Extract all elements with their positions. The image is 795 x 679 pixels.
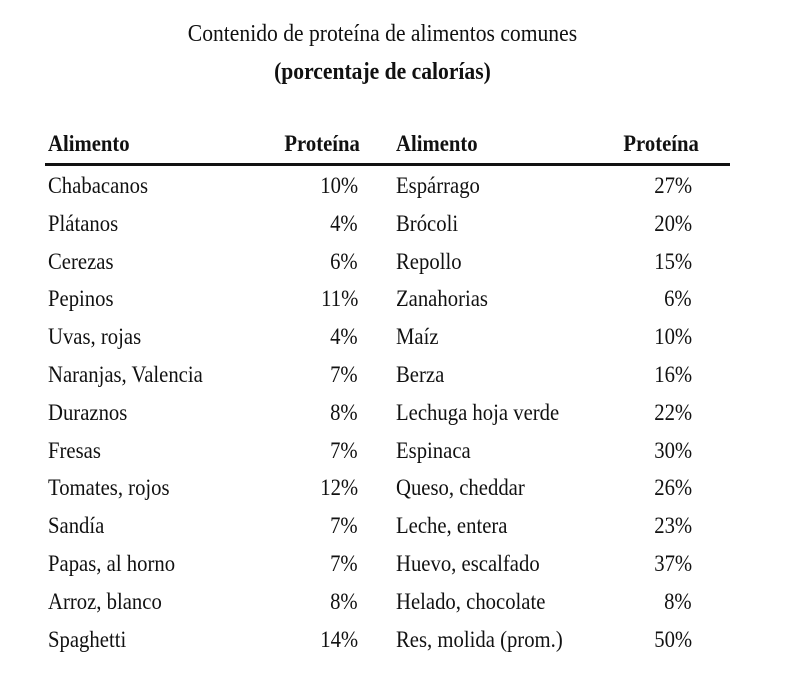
food-name-left: Uvas, rojas (48, 324, 142, 349)
page-title: Contenido de proteína de alimentos comunes (187, 21, 578, 47)
food-name-left: Fresas (48, 438, 101, 463)
protein-value-left: 7% (330, 362, 358, 387)
food-name-right: Zanahorias (396, 286, 488, 311)
food-name-right: Maíz (396, 324, 439, 349)
food-name-left: Papas, al horno (48, 551, 176, 576)
protein-value-right: 8% (664, 589, 692, 614)
food-name-right: Helado, chocolate (396, 589, 546, 614)
protein-value-right: 23% (654, 513, 692, 538)
protein-value-left: 7% (330, 438, 358, 463)
protein-value-right: 22% (654, 400, 692, 425)
food-name-left: Pepinos (48, 286, 114, 311)
header-protein-right: Proteína (623, 131, 699, 156)
food-name-left: Arroz, blanco (48, 589, 162, 614)
food-name-left: Naranjas, Valencia (48, 362, 203, 387)
header-protein-left: Proteína (284, 131, 360, 156)
food-name-right: Espárrago (396, 173, 480, 198)
protein-value-left: 8% (330, 400, 358, 425)
food-name-right: Res, molida (prom.) (396, 627, 563, 652)
food-name-right: Lechuga hoja verde (396, 400, 560, 425)
page-subtitle: (porcentaje de calorías) (274, 59, 491, 85)
food-name-left: Sandía (48, 513, 105, 538)
header-divider (45, 163, 730, 166)
protein-value-right: 50% (654, 627, 692, 652)
protein-value-right: 37% (654, 551, 692, 576)
food-name-left: Spaghetti (48, 627, 127, 652)
protein-value-left: 10% (320, 173, 358, 198)
food-name-right: Brócoli (396, 211, 459, 236)
protein-value-left: 7% (330, 551, 358, 576)
protein-value-right: 30% (654, 438, 692, 463)
protein-value-right: 16% (654, 362, 692, 387)
header-food-right: Alimento (396, 131, 478, 156)
protein-value-left: 14% (320, 627, 358, 652)
food-name-left: Cerezas (48, 249, 114, 274)
food-name-left: Duraznos (48, 400, 128, 425)
food-name-right: Espinaca (396, 438, 471, 463)
protein-value-right: 27% (654, 173, 692, 198)
header-food-left: Alimento (48, 131, 130, 156)
protein-value-left: 12% (320, 475, 358, 500)
food-name-right: Berza (396, 362, 445, 387)
protein-value-left: 4% (330, 324, 358, 349)
protein-value-left: 4% (330, 211, 358, 236)
food-name-left: Chabacanos (48, 173, 149, 198)
protein-value-left: 8% (330, 589, 358, 614)
protein-value-right: 20% (654, 211, 692, 236)
food-name-left: Plátanos (48, 211, 119, 236)
food-name-left: Tomates, rojos (48, 475, 170, 500)
food-name-right: Queso, cheddar (396, 475, 525, 500)
protein-value-left: 11% (320, 286, 358, 311)
protein-value-right: 10% (654, 324, 692, 349)
protein-value-right: 15% (654, 249, 692, 274)
protein-value-right: 26% (654, 475, 692, 500)
protein-value-left: 7% (330, 513, 358, 538)
food-name-right: Huevo, escalfado (396, 551, 540, 576)
protein-value-right: 6% (664, 286, 692, 311)
food-name-right: Leche, entera (396, 513, 508, 538)
food-name-right: Repollo (396, 249, 462, 274)
protein-value-left: 6% (330, 249, 358, 274)
